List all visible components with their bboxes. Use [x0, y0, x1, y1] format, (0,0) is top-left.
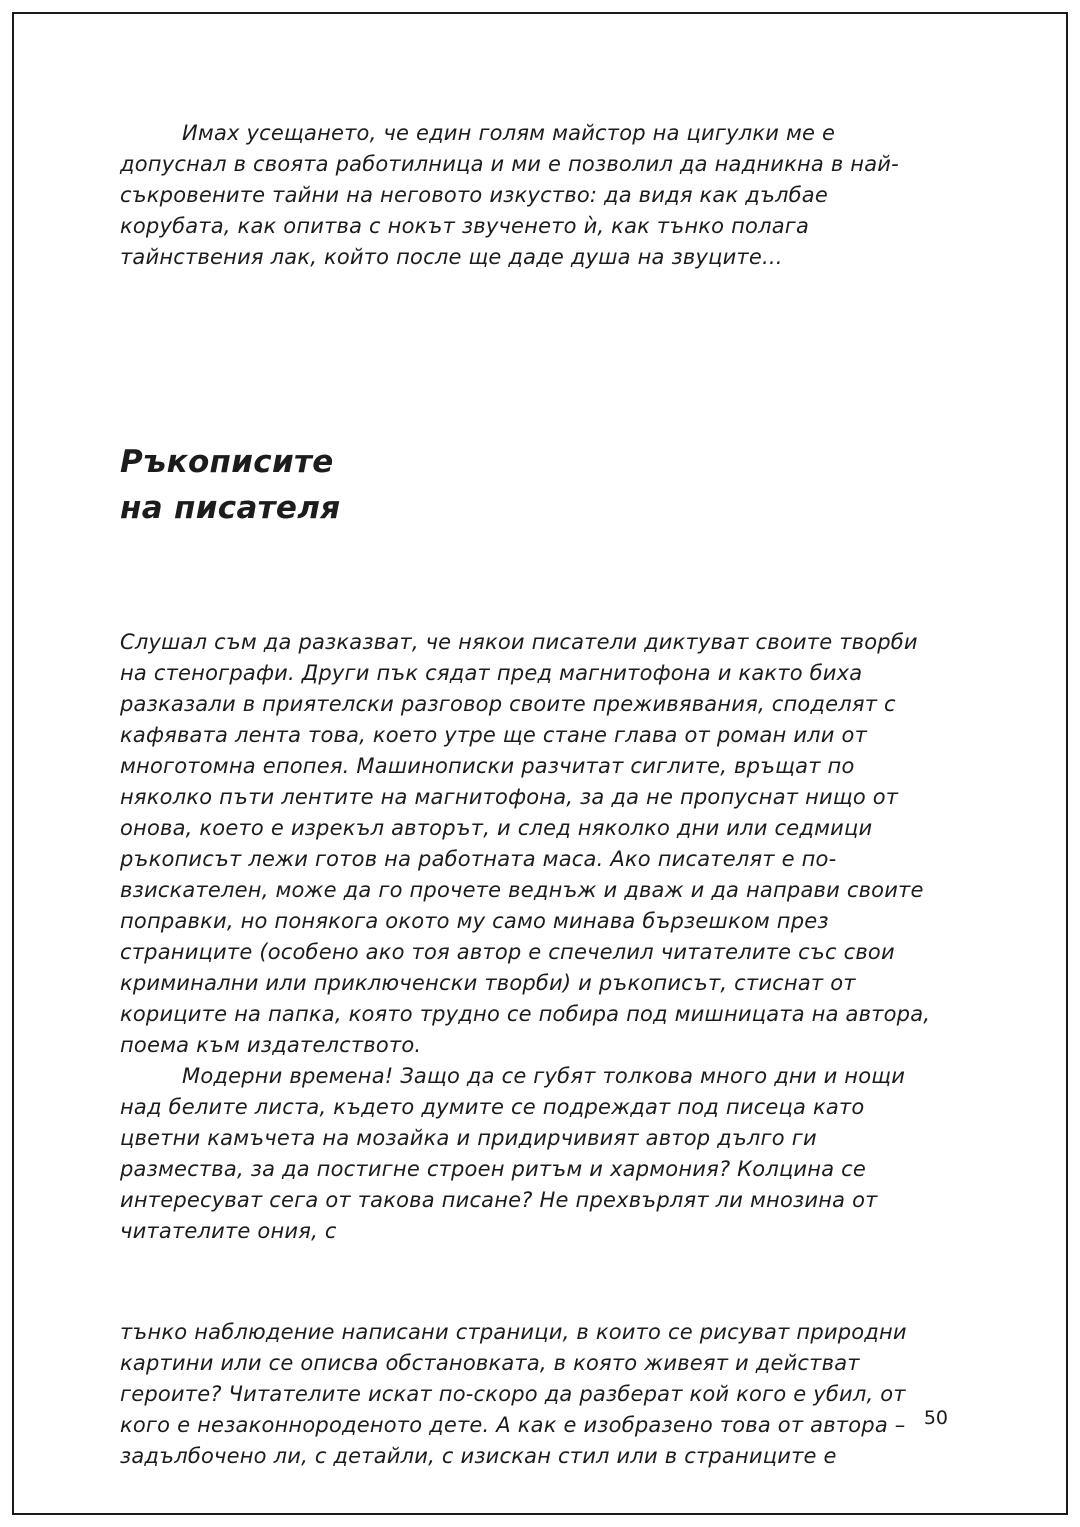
- chapter-heading-line-2: на писателя: [120, 490, 341, 526]
- intro-paragraph: Имах усещането, че един голям майстор на цигулки ме е допуснал в своята работилница и ми е позволил да надникна в най-съкровените тайни на неговото изкуство: да видя как дълбае корубата, как опитва с нокът звученето ѝ, как тънко полага тайнствения лак, който после ще даде душа на звуците...: [120, 121, 899, 269]
- chapter-heading-line-1: Ръкописите: [120, 444, 334, 480]
- page-number: 50: [923, 1407, 948, 1429]
- body-paragraph-3: тънко наблюдение написани страници, в които се рисуват природни картини или се описва обстановката, в която живеят и действат героите? Читателите искат по-скоро да разберат кой кого е убил, от кого е незаконнороденото дете. А как е изобразено това от автора – задълбочено ли, с детайли, с изискан стил или в страниците е: [120, 1320, 907, 1468]
- body-paragraph-1: Слушал съм да разказват, че някои писатели диктуват своите творби на стенографи. Други пък сядат пред магнитофона и както биха разказали в приятелски разговор своите преживявания, споделят с кафявата лента това, което утре ще стане глава от роман или от многотомна епопея. Машинописки разчитат сиглите, връщат по няколко пъти лентите на магнитофона, за да не пропуснат нищо от онова, което е изрекъл авторът, и след няколко дни или седмици ръкописът лежи готов на работната маса. Ако писателят е по-взискателен, може да го прочете веднъж и дваж и да направи своите поправки, но понякога окото му само минава бързешком през страниците (особено ако тоя автор е спечелил читателите със свои криминални или приключенски творби) и ръкописът, стиснат от кориците на папка, която трудно се побира под мишницата на автора, поема към издателството.: [120, 630, 931, 1057]
- body-paragraph-2: Модерни времена! Защо да се губят толкова много дни и нощи над белите листа, където думите се подреждат под писеца като цветни камъчета на мозайка и придирчивият автор дълго ги размества, за да постигне строен ритъм и хармония? Колцина се интересуват сега от такова писане? Не прехвърлят ли мнозина от читателите ония, с: [120, 1064, 906, 1243]
- chapter-heading: [120, 439, 932, 531]
